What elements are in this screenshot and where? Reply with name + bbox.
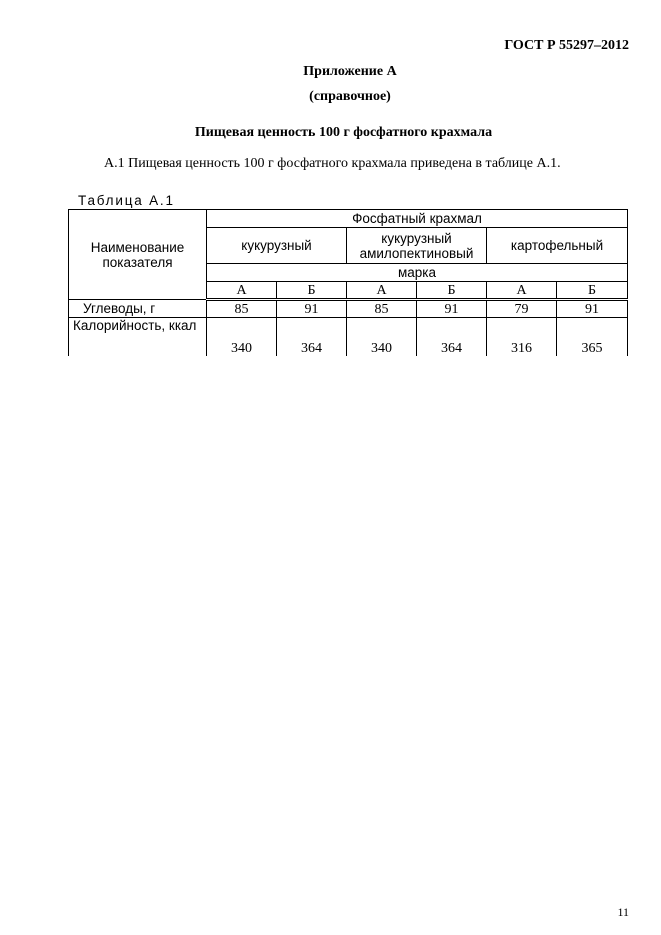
value-cell: 91 <box>557 300 628 318</box>
grade-cell: Б <box>277 282 347 300</box>
nutrition-table <box>68 209 628 356</box>
row-header-label: Наименование показателя <box>69 210 207 300</box>
grade-cell: Б <box>557 282 628 300</box>
subgroup-waxy-corn: кукурузный амилопектиновый <box>347 228 487 264</box>
row-label: Углеводы, г <box>69 300 207 318</box>
appendix-subtitle: (справочное) <box>309 89 391 104</box>
table-row <box>69 300 628 318</box>
value-cell: 79 <box>487 300 557 318</box>
section-title: Пищевая ценность 100 г фосфатного крахмала <box>194 125 493 140</box>
grade-header: марка <box>207 264 628 282</box>
appendix-title: Приложение А <box>303 64 397 79</box>
value-cell: 365 <box>557 318 628 356</box>
subgroup-corn: кукурузный <box>207 228 347 264</box>
row-label: Калорийность, ккал <box>69 318 207 356</box>
value-cell: 364 <box>277 318 347 356</box>
value-cell: 85 <box>207 300 277 318</box>
table-caption: Таблица А.1 <box>78 193 175 208</box>
value-cell: 364 <box>417 318 487 356</box>
value-cell: 91 <box>277 300 347 318</box>
table-row <box>69 318 628 356</box>
standard-number: ГОСТ Р 55297–2012 <box>504 38 629 53</box>
value-cell: 316 <box>487 318 557 356</box>
grade-cell: А <box>207 282 277 300</box>
grade-cell: А <box>487 282 557 300</box>
group-header: Фосфатный крахмал <box>207 210 628 228</box>
grade-cell: Б <box>417 282 487 300</box>
value-cell: 340 <box>207 318 277 356</box>
value-cell: 85 <box>347 300 417 318</box>
value-cell: 91 <box>417 300 487 318</box>
intro-paragraph: А.1 Пищевая ценность 100 г фосфатного крахмала приведена в таблице А.1. <box>104 156 561 171</box>
value-cell: 340 <box>347 318 417 356</box>
grade-cell: А <box>347 282 417 300</box>
subgroup-potato: картофельный <box>487 228 628 264</box>
page-number: 11 <box>617 905 629 919</box>
